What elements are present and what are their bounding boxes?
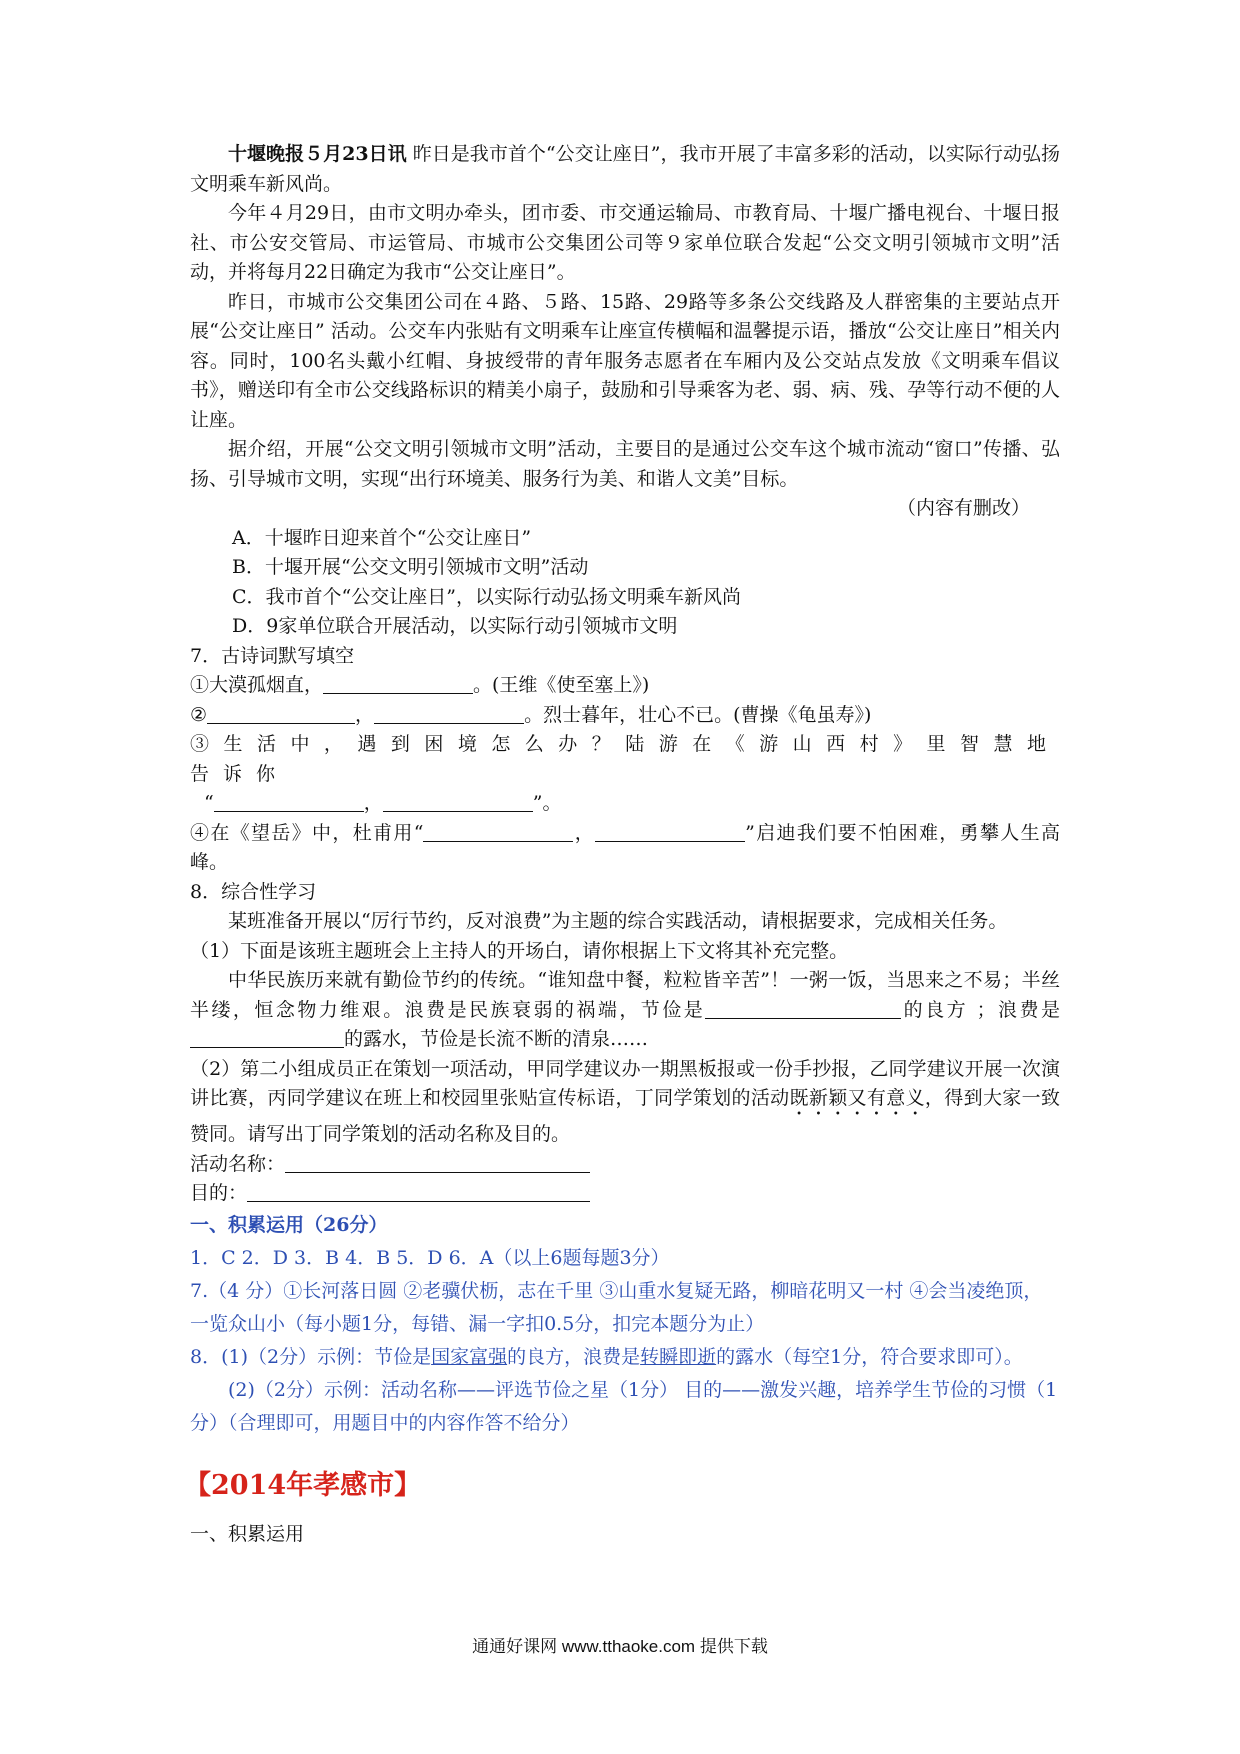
question-8-intro: 某班准备开展以“厉行节约，反对浪费”为主题的综合实践活动，请根据要求，完成相关任务。 [228, 910, 1008, 932]
sub-2-emph-1: 既 [789, 1087, 809, 1109]
answers-1-6: 1．C 2．D 3．B 4．B 5．D 6．A（以上6题每题3分） [190, 1246, 670, 1269]
poem-line-1-text: ①大漠孤烟直， [190, 674, 324, 696]
answers-8-1 [190, 1341, 1060, 1374]
section-subtitle: 一、积累运用 [190, 1522, 305, 1545]
article-note: （内容有删改） [896, 497, 1030, 519]
poem-line-2-comma: ， [355, 703, 375, 726]
section-title: 【2014年孝感市】 [184, 1469, 422, 1501]
activity-goal-label: 目的： [190, 1182, 248, 1204]
question-8-sub-1-text [190, 966, 1060, 1055]
activity-goal-blank[interactable] [247, 1181, 590, 1202]
poem-line-3-comma: ， [363, 792, 383, 814]
answer-8-1-a: 8．(1)（2分）示例：节俭是 [190, 1345, 432, 1368]
article-paragraph-4: 据介绍，开展“公交文明引领城市文明”活动，主要目的是通过公交车这个城市流动“窗口”传播、弘扬、引导城市文明，实现“出行环境美、服务行为美、和谐人文美”目标。 [190, 438, 1060, 490]
blank-3[interactable] [374, 703, 524, 724]
sub-1-text-c: 的露水，节俭是长流不断的清泉…… [344, 1028, 649, 1050]
article-lead-bold: 十堰晚报５月23日讯 [228, 143, 407, 165]
activity-name-label: 活动名称： [190, 1152, 286, 1175]
poem-line-2-num: ② [190, 703, 208, 726]
sub-2-text-b: ，得到大家一致赞同。请写出丁同学策划的活动名称及目的。 [190, 1087, 1060, 1145]
answers-title: 一、积累运用（26分） [190, 1213, 388, 1236]
question-8-title: 8．综合性学习 [190, 880, 317, 903]
blank-2[interactable] [207, 703, 355, 724]
sub-2-emph-3: 又 [847, 1087, 867, 1109]
article-paragraph-2: 今年４月29日，由市文明办牵头，团市委、市交通运输局、市教育局、十堰广播电视台、十堰日报社、市公安交管局、市运管局、市城市公交集团公司等９家单位联合发起“公交文明引领城市文明”活动，并将每月22日确定为我市“公交让座日”。 [190, 202, 1060, 283]
poem-line-4 [190, 819, 1060, 878]
poem-line-2 [190, 701, 1060, 731]
poem-line-1-source: 。(王维《使至塞上》) [473, 674, 650, 696]
document-body [184, 140, 1060, 1549]
answer-8-1-c: 的露水（每空1分，符合要求即可）。 [716, 1345, 1023, 1368]
question-8-sub-2 [190, 1055, 1060, 1150]
poem-line-3 [190, 730, 1060, 819]
poem-line-1 [190, 671, 1060, 701]
sub-2-emph-4: 有意义 [866, 1087, 925, 1109]
question-7-title: 7．古诗词默写填空 [190, 644, 355, 667]
blank-8[interactable] [705, 998, 901, 1019]
answer-8-1-underline-2: 转瞬即逝 [640, 1345, 717, 1368]
option-d: D．9家单位联合开展活动，以实际行动引领城市文明 [232, 615, 678, 637]
answers-8-2: (2)（2分）示例：活动名称——评选节俭之星（1分） 目的——激发兴趣，培养学生节俭的习惯（1分）（合理即可，用题目中的内容作答不给分） [190, 1378, 1058, 1434]
poem-line-2-source: 。烈士暮年，壮心不已。(曹操《龟虽寿》) [524, 703, 872, 726]
blank-5[interactable] [383, 791, 533, 812]
question-8-sub-1: （1）下面是该班主题班会上主持人的开场白，请你根据上下文将其补充完整。 [190, 939, 849, 962]
poem-line-3-close: ”。 [532, 792, 562, 814]
blank-9[interactable] [190, 1027, 344, 1048]
option-a: A．十堰昨日迎来首个“公交让座日” [232, 526, 532, 549]
option-b: B．十堰开展“公交文明引领城市文明”活动 [232, 556, 589, 578]
blank-1[interactable] [323, 673, 473, 694]
answer-8-1-b: 的良方，浪费是 [507, 1345, 641, 1368]
option-c: C．我市首个“公交让座日”，以实际行动弘扬文明乘车新风尚 [232, 585, 741, 608]
poem-line-3-open: “ [204, 792, 214, 814]
article-lead-text: 昨日是我市首个“公交让座日”，我市开展了丰富多彩的活动，以实际行动弘扬文明乘车新风尚。 [190, 143, 1060, 195]
poem-line-4-text: ④在《望岳》中，杜甫用“ [190, 821, 424, 844]
sub-2-emph-2: 新颖 [808, 1087, 848, 1109]
article-lead [190, 140, 1060, 199]
page-footer: 通通好课网 www.tthaoke.com 提供下载 [472, 1637, 768, 1656]
sub-1-text-a: 中华民族历来就有勤俭节约的传统。“谁知盘中餐，粒粒皆辛苦”！一粥一饭，当思来之不易；半丝半缕，恒念物力维艰。浪费是民族衰弱的祸端，节俭是 [190, 969, 1060, 1021]
answer-8-1-underline-1: 国家富强 [431, 1345, 508, 1368]
activity-name-line [190, 1150, 1060, 1180]
poem-line-4-rest: ”启迪我们要不怕困难，勇攀人生高峰。 [190, 821, 1060, 873]
sub-1-text-b: 的良方 ；浪费是 [901, 998, 1060, 1021]
poem-line-4-comma: ， [573, 821, 596, 844]
blank-6[interactable] [423, 821, 573, 842]
answers-7: 7.（4 分）①长河落日圆 ②老骥伏枥，志在千里 ③山重水复疑无路，柳暗花明又一村 ④会当凌绝顶，一览众山小（每小题1分，每错、漏一字扣0.5分，扣完本题分为止） [190, 1279, 1043, 1335]
activity-goal-line [190, 1179, 1060, 1209]
blank-7[interactable] [595, 821, 745, 842]
article-paragraph-3: 昨日，市城市公交集团公司在４路、５路、15路、29路等多条公交线路及人群密集的主要站点开展“公交让座日” 活动。公交车内张贴有文明乘车让座宣传横幅和温馨提示语，播放“公交让座日”相关内容。同时，100名头戴小红帽、身披绶带的青年服务志愿者在车厢内及公交站点发放《文明乘车倡议书》，赠送印有全市公交线路标识的精美小扇子，鼓励和引导乘客为老、弱、病、残、孕等行动不便的人让座。 [190, 290, 1060, 431]
poem-line-3-text: ③生活中，遇到困境怎么办？陆游在《游山西村》里智慧地告诉你 [190, 733, 1060, 785]
activity-name-blank[interactable] [285, 1152, 590, 1173]
blank-4[interactable] [214, 791, 364, 812]
sub-2-text-a: （2）第二小组成员正在策划一项活动，甲同学建议办一期黑板报或一份手抄报，乙同学建议开展一次演讲比赛，丙同学建议在班上和校园里张贴宣传标语，丁同学策划的活动 [190, 1057, 1060, 1109]
